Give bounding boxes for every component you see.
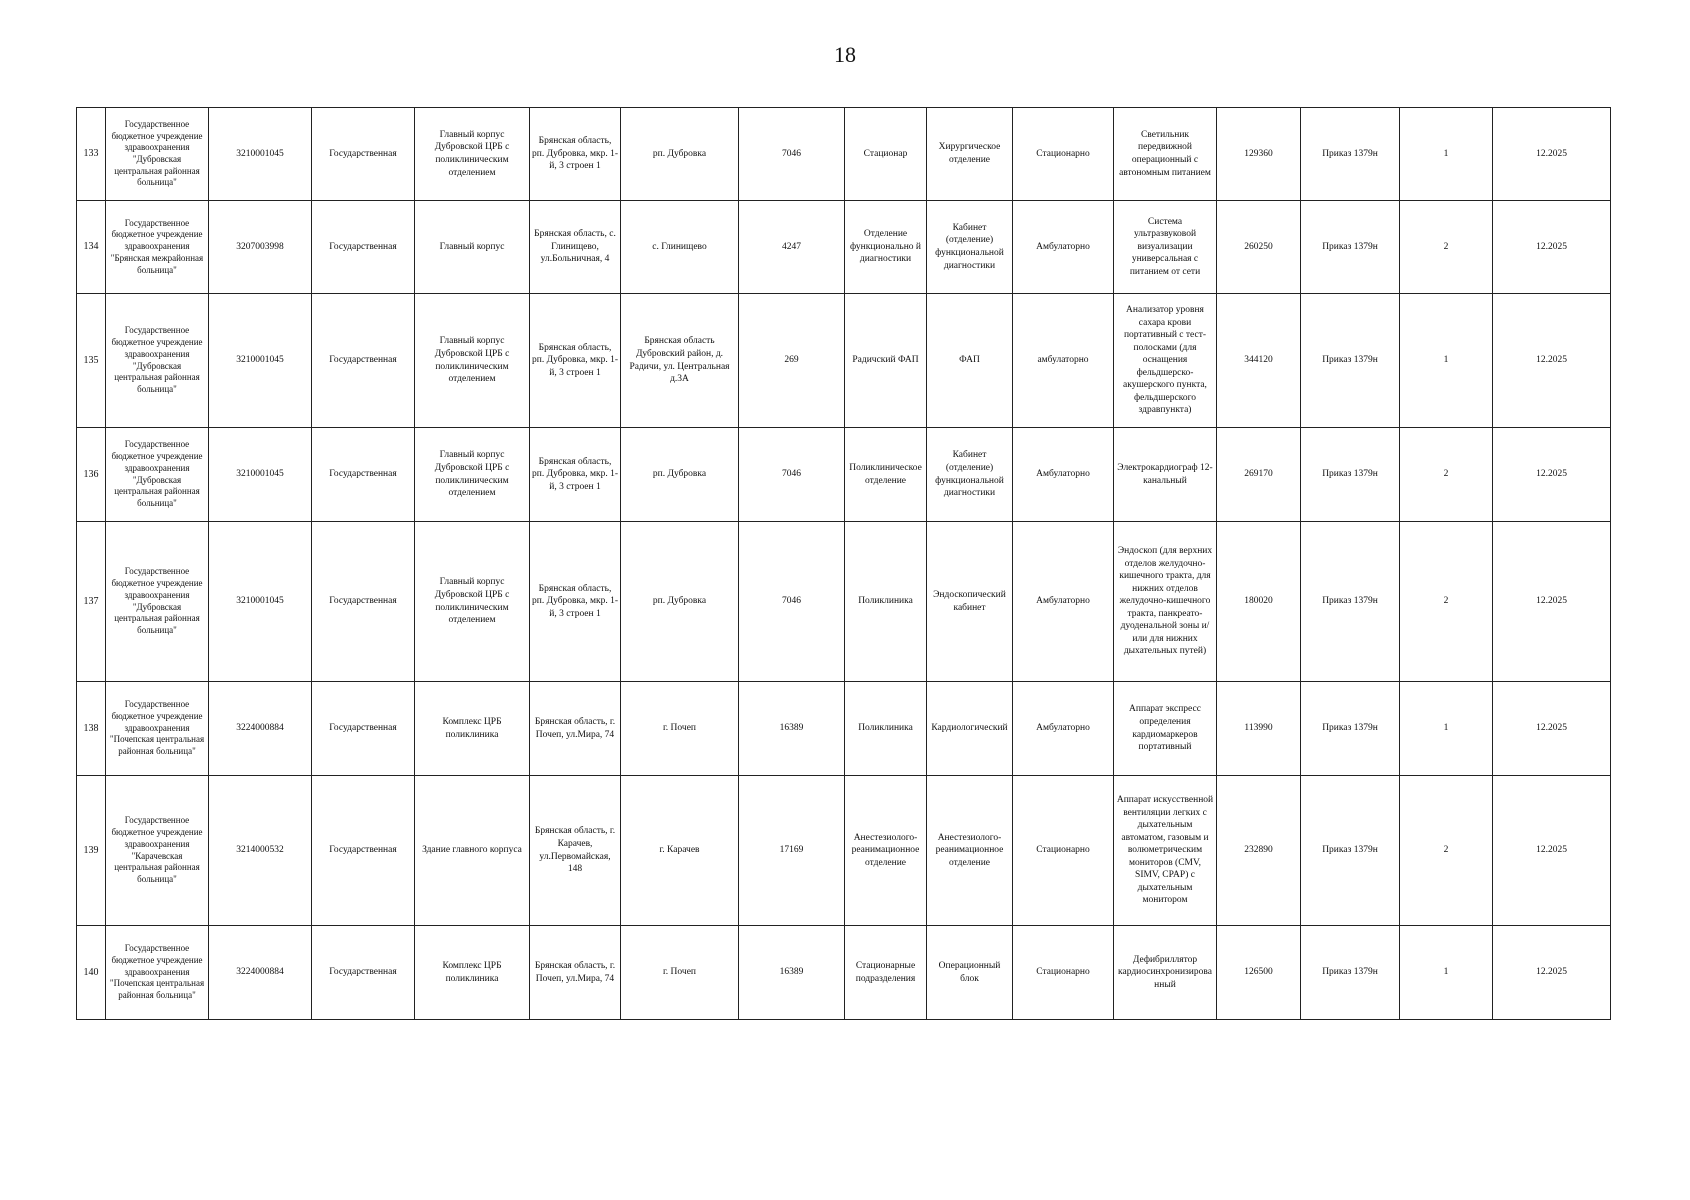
equipment-code: 126500 xyxy=(1217,926,1301,1020)
organization-name: Государственное бюджетное учреждение здравоохранения "Почепская центральная районная больница" xyxy=(106,926,209,1020)
quantity: 2 xyxy=(1400,201,1493,294)
order-reference: Приказ 1379н xyxy=(1301,682,1400,776)
population: 17169 xyxy=(739,776,845,926)
care-form: Амбулаторно xyxy=(1013,522,1114,682)
population: 269 xyxy=(739,294,845,428)
address: Брянская область, с. Глинищево, ул.Больничная, 4 xyxy=(530,201,621,294)
row-number: 134 xyxy=(77,201,106,294)
care-form: Амбулаторно xyxy=(1013,201,1114,294)
organization-name: Государственное бюджетное учреждение здравоохранения "Карачевская центральная районная больница" xyxy=(106,776,209,926)
locality: рп. Дубровка xyxy=(621,522,739,682)
order-reference: Приказ 1379н xyxy=(1301,428,1400,522)
building: Главный корпус Дубровской ЦРБ с поликлиническим отделением xyxy=(415,108,530,201)
row-number: 138 xyxy=(77,682,106,776)
locality: рп. Дубровка xyxy=(621,428,739,522)
building: Главный корпус Дубровской ЦРБ с поликлиническим отделением xyxy=(415,428,530,522)
unit: Поликлиника xyxy=(845,522,927,682)
inn: 3210001045 xyxy=(209,294,312,428)
equipment-code: 232890 xyxy=(1217,776,1301,926)
delivery-date: 12.2025 xyxy=(1493,926,1611,1020)
building: Комплекс ЦРБ поликлиника xyxy=(415,926,530,1020)
equipment-name: Дефибриллятор кардиосинхронизированный xyxy=(1114,926,1217,1020)
row-number: 137 xyxy=(77,522,106,682)
quantity: 1 xyxy=(1400,926,1493,1020)
quantity: 2 xyxy=(1400,776,1493,926)
delivery-date: 12.2025 xyxy=(1493,108,1611,201)
organization-name: Государственное бюджетное учреждение здравоохранения "Почепская центральная районная больница" xyxy=(106,682,209,776)
row-number: 133 xyxy=(77,108,106,201)
table-row xyxy=(77,108,1611,201)
locality: г. Почеп xyxy=(621,926,739,1020)
unit: Стационар xyxy=(845,108,927,201)
equipment-registry-table xyxy=(76,107,1611,1020)
department: Кабинет (отделение) функциональной диагностики xyxy=(927,428,1013,522)
inn: 3224000884 xyxy=(209,682,312,776)
department: Кардиологический xyxy=(927,682,1013,776)
delivery-date: 12.2025 xyxy=(1493,522,1611,682)
table-row xyxy=(77,294,1611,428)
population: 16389 xyxy=(739,926,845,1020)
table-row xyxy=(77,926,1611,1020)
population: 7046 xyxy=(739,108,845,201)
order-reference: Приказ 1379н xyxy=(1301,522,1400,682)
delivery-date: 12.2025 xyxy=(1493,682,1611,776)
inn: 3214000532 xyxy=(209,776,312,926)
care-form: Стационарно xyxy=(1013,108,1114,201)
address: Брянская область, г. Почеп, ул.Мира, 74 xyxy=(530,682,621,776)
equipment-name: Система ультразвуковой визуализации универсальная с питанием от сети xyxy=(1114,201,1217,294)
department: Операционный блок xyxy=(927,926,1013,1020)
inn: 3210001045 xyxy=(209,108,312,201)
address: Брянская область, г. Почеп, ул.Мира, 74 xyxy=(530,926,621,1020)
unit: Анестезиолого-реанимационное отделение xyxy=(845,776,927,926)
table-row xyxy=(77,522,1611,682)
population: 16389 xyxy=(739,682,845,776)
row-number: 140 xyxy=(77,926,106,1020)
department: Кабинет (отделение) функциональной диагностики xyxy=(927,201,1013,294)
population: 7046 xyxy=(739,428,845,522)
address: Брянская область, рп. Дубровка, мкр. 1-й, 3 строен 1 xyxy=(530,294,621,428)
department: Эндоскопический кабинет xyxy=(927,522,1013,682)
care-form: Амбулаторно xyxy=(1013,682,1114,776)
equipment-code: 269170 xyxy=(1217,428,1301,522)
quantity: 2 xyxy=(1400,522,1493,682)
page-number: 18 xyxy=(834,42,856,67)
unit: Поликлиническое отделение xyxy=(845,428,927,522)
ownership-type: Государственная xyxy=(312,776,415,926)
row-number: 135 xyxy=(77,294,106,428)
organization-name: Государственное бюджетное учреждение здравоохранения "Дубровская центральная районная больница" xyxy=(106,108,209,201)
care-form: амбулаторно xyxy=(1013,294,1114,428)
equipment-name: Эндоскоп (для верхних отделов желудочно-кишечного тракта, для нижних отделов желудочно-кишечного тракта, панкреато-дуоденальной зоны и/или для нижних дыхательных путей) xyxy=(1114,522,1217,682)
quantity: 1 xyxy=(1400,294,1493,428)
equipment-name: Анализатор уровня сахара крови портативный с тест-полосками (для оснащения фельдшерско-акушерского пункта, фельдшерского здравпункта) xyxy=(1114,294,1217,428)
organization-name: Государственное бюджетное учреждение здравоохранения "Дубровская центральная районная больница" xyxy=(106,294,209,428)
inn: 3210001045 xyxy=(209,522,312,682)
order-reference: Приказ 1379н xyxy=(1301,776,1400,926)
ownership-type: Государственная xyxy=(312,428,415,522)
order-reference: Приказ 1379н xyxy=(1301,108,1400,201)
population: 7046 xyxy=(739,522,845,682)
table-row xyxy=(77,201,1611,294)
care-form: Стационарно xyxy=(1013,926,1114,1020)
address: Брянская область, рп. Дубровка, мкр. 1-й, 3 строен 1 xyxy=(530,428,621,522)
building: Комплекс ЦРБ поликлиника xyxy=(415,682,530,776)
unit: Радичский ФАП xyxy=(845,294,927,428)
ownership-type: Государственная xyxy=(312,522,415,682)
delivery-date: 12.2025 xyxy=(1493,428,1611,522)
inn: 3207003998 xyxy=(209,201,312,294)
address: Брянская область, г. Карачев, ул.Первомайская, 148 xyxy=(530,776,621,926)
department: ФАП xyxy=(927,294,1013,428)
population: 4247 xyxy=(739,201,845,294)
delivery-date: 12.2025 xyxy=(1493,776,1611,926)
equipment-name: Светильник передвижной операционный с автономным питанием xyxy=(1114,108,1217,201)
equipment-code: 260250 xyxy=(1217,201,1301,294)
ownership-type: Государственная xyxy=(312,294,415,428)
locality: с. Глинищево xyxy=(621,201,739,294)
delivery-date: 12.2025 xyxy=(1493,294,1611,428)
locality: Брянская область Дубровский район, д. Радичи, ул. Центральная д.3А xyxy=(621,294,739,428)
row-number: 139 xyxy=(77,776,106,926)
locality: рп. Дубровка xyxy=(621,108,739,201)
inn: 3210001045 xyxy=(209,428,312,522)
unit: Отделение функционально й диагностики xyxy=(845,201,927,294)
equipment-name: Аппарат искусственной вентиляции легких с дыхательным автоматом, газовым и волюметрическим мониторов (CMV, SIMV, CPAP) с дыхательным монитором xyxy=(1114,776,1217,926)
address: Брянская область, рп. Дубровка, мкр. 1-й, 3 строен 1 xyxy=(530,108,621,201)
ownership-type: Государственная xyxy=(312,201,415,294)
department: Хирургическое отделение xyxy=(927,108,1013,201)
order-reference: Приказ 1379н xyxy=(1301,201,1400,294)
equipment-name: Электрокардиограф 12-канальный xyxy=(1114,428,1217,522)
address: Брянская область, рп. Дубровка, мкр. 1-й, 3 строен 1 xyxy=(530,522,621,682)
table-row xyxy=(77,776,1611,926)
equipment-code: 344120 xyxy=(1217,294,1301,428)
building: Главный корпус Дубровской ЦРБ с поликлиническим отделением xyxy=(415,522,530,682)
delivery-date: 12.2025 xyxy=(1493,201,1611,294)
unit: Поликлиника xyxy=(845,682,927,776)
order-reference: Приказ 1379н xyxy=(1301,926,1400,1020)
quantity: 1 xyxy=(1400,682,1493,776)
row-number: 136 xyxy=(77,428,106,522)
inn: 3224000884 xyxy=(209,926,312,1020)
quantity: 1 xyxy=(1400,108,1493,201)
building: Главный корпус Дубровской ЦРБ с поликлиническим отделением xyxy=(415,294,530,428)
equipment-code: 129360 xyxy=(1217,108,1301,201)
building: Главный корпус xyxy=(415,201,530,294)
equipment-code: 180020 xyxy=(1217,522,1301,682)
ownership-type: Государственная xyxy=(312,926,415,1020)
building: Здание главного корпуса xyxy=(415,776,530,926)
locality: г. Почеп xyxy=(621,682,739,776)
table-row xyxy=(77,428,1611,522)
ownership-type: Государственная xyxy=(312,682,415,776)
equipment-code: 113990 xyxy=(1217,682,1301,776)
organization-name: Государственное бюджетное учреждение здравоохранения "Брянская межрайонная больница" xyxy=(106,201,209,294)
care-form: Амбулаторно xyxy=(1013,428,1114,522)
organization-name: Государственное бюджетное учреждение здравоохранения "Дубровская центральная районная больница" xyxy=(106,428,209,522)
department: Анестезиолого-реанимационное отделение xyxy=(927,776,1013,926)
ownership-type: Государственная xyxy=(312,108,415,201)
order-reference: Приказ 1379н xyxy=(1301,294,1400,428)
care-form: Стационарно xyxy=(1013,776,1114,926)
table-row xyxy=(77,682,1611,776)
locality: г. Карачев xyxy=(621,776,739,926)
unit: Стационарные подразделения xyxy=(845,926,927,1020)
equipment-name: Аппарат экспресс определения кардиомаркеров портативный xyxy=(1114,682,1217,776)
quantity: 2 xyxy=(1400,428,1493,522)
organization-name: Государственное бюджетное учреждение здравоохранения "Дубровская центральная районная больница" xyxy=(106,522,209,682)
